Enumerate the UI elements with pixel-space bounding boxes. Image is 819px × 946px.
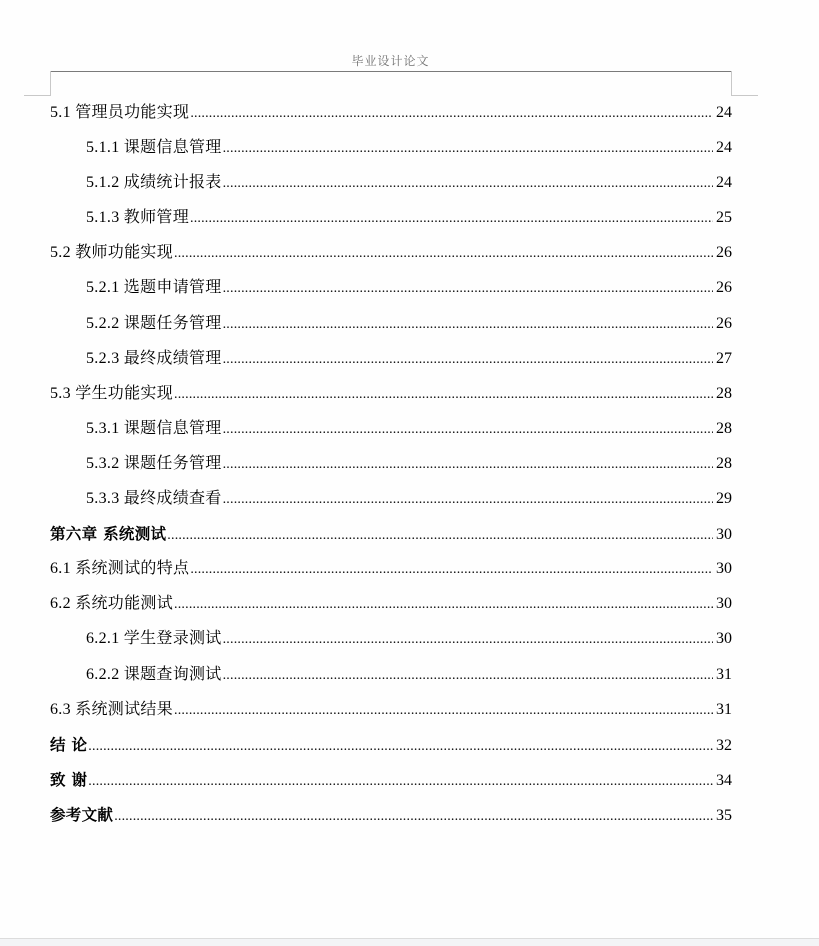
toc-entry[interactable]	[50, 488, 732, 523]
toc-entry[interactable]	[50, 593, 732, 628]
toc-entry-title: 结 论	[50, 735, 88, 754]
toc-entry-title: 5.1.2 成绩统计报表	[86, 174, 222, 192]
toc-entry-title: 5.2.2 课题任务管理	[86, 314, 222, 332]
toc-entry-title: 5.3.1 课题信息管理	[86, 419, 222, 437]
toc-entry[interactable]	[50, 137, 732, 172]
toc-entry-title: 致 谢	[50, 770, 88, 789]
toc-dot-leader	[223, 173, 713, 195]
toc-entry-title: 5.1 管理员功能实现	[50, 104, 190, 121]
toc-entry[interactable]	[50, 348, 732, 383]
toc-entry-title: 5.1.3 教师管理	[86, 209, 189, 227]
toc-entry[interactable]	[50, 277, 732, 312]
toc-page-number: 28	[716, 419, 732, 437]
toc-entry[interactable]	[50, 769, 732, 804]
toc-dot-leader	[167, 525, 713, 547]
toc-page-number: 24	[716, 139, 732, 157]
toc-entry[interactable]	[50, 207, 732, 242]
margin-corner-mark-left	[24, 95, 51, 96]
toc-dot-leader	[190, 103, 713, 125]
toc-entry[interactable]	[50, 313, 732, 348]
toc-page-number: 26	[716, 314, 732, 332]
toc-page-number: 30	[716, 560, 732, 578]
toc-entry-title: 6.3 系统测试结果	[50, 700, 174, 718]
toc-dot-leader	[174, 243, 713, 265]
toc-entry[interactable]	[50, 664, 732, 699]
toc-dot-leader	[223, 489, 713, 511]
toc-page-number: 28	[716, 454, 732, 472]
header-divider	[50, 71, 732, 72]
toc-entry[interactable]	[50, 804, 732, 839]
toc-entry[interactable]	[50, 418, 732, 453]
toc-page-number: 30	[716, 526, 732, 544]
toc-dot-leader	[190, 208, 713, 230]
toc-dot-leader	[88, 771, 713, 793]
toc-page-number: 26	[716, 244, 732, 262]
toc-entry[interactable]	[50, 734, 732, 769]
toc-entry-title: 5.2.3 最终成绩管理	[86, 349, 222, 367]
toc-page-number: 34	[716, 771, 732, 789]
page-header-title: 毕业设计论文	[351, 54, 430, 68]
toc-entry-title: 5.1.1 课题信息管理	[86, 139, 222, 157]
toc-page-number: 26	[716, 279, 732, 297]
toc-entry[interactable]	[50, 242, 732, 277]
toc-entry-title: 6.2.1 学生登录测试	[86, 630, 222, 648]
toc-entry-title: 5.3.2 课题任务管理	[86, 454, 222, 472]
toc-entry-title: 6.2.2 课题查询测试	[86, 665, 222, 683]
toc-dot-leader	[223, 665, 713, 687]
toc-page-number: 25	[716, 209, 732, 227]
toc-page-number: 27	[716, 349, 732, 367]
toc-entry-title: 6.1 系统测试的特点	[50, 560, 190, 578]
toc-entry[interactable]	[50, 453, 732, 488]
toc-dot-leader	[223, 454, 713, 476]
toc-page-number: 24	[716, 174, 732, 192]
toc-dot-leader	[114, 806, 713, 828]
toc-page-number: 35	[716, 806, 732, 824]
toc-entry[interactable]	[50, 172, 732, 207]
toc-entry[interactable]	[50, 699, 732, 734]
toc-entry-title: 6.2 系统功能测试	[50, 595, 174, 613]
toc-dot-leader	[88, 736, 713, 758]
toc-entry-title: 5.2.1 选题申请管理	[86, 279, 222, 297]
toc-entry-title: 5.2 教师功能实现	[50, 244, 174, 262]
toc-entry[interactable]	[50, 523, 732, 558]
toc-page-number: 30	[716, 630, 732, 648]
toc-entry[interactable]	[50, 102, 732, 137]
toc-dot-leader	[223, 138, 713, 160]
toc-entry-title: 第六章 系统测试	[50, 525, 167, 544]
toc-entry-title: 5.3.3 最终成绩查看	[86, 490, 222, 508]
toc-dot-leader	[174, 594, 713, 616]
toc-entry[interactable]	[50, 628, 732, 663]
toc-page-number: 30	[716, 595, 732, 613]
margin-corner-mark-right	[731, 71, 732, 95]
toc-dot-leader	[223, 278, 713, 300]
toc-dot-leader	[223, 629, 713, 651]
toc-dot-leader	[223, 349, 713, 371]
toc-page-number: 29	[716, 490, 732, 508]
toc-dot-leader	[174, 700, 713, 722]
toc-dot-leader	[174, 384, 713, 406]
toc-entry-title: 5.3 学生功能实现	[50, 384, 174, 402]
toc-page-number: 32	[716, 736, 732, 754]
toc-dot-leader	[190, 559, 713, 581]
toc-entry[interactable]	[50, 383, 732, 418]
margin-corner-mark-left	[50, 71, 51, 95]
toc-dot-leader	[223, 419, 713, 441]
toc-page-number: 24	[716, 104, 732, 121]
toc-entry-title: 参考文献	[50, 805, 114, 824]
toc-entry[interactable]	[50, 558, 732, 593]
toc-page-number: 28	[716, 384, 732, 402]
toc-dot-leader	[223, 314, 713, 336]
window-bottom-bar	[0, 938, 819, 946]
margin-corner-mark-right	[731, 95, 758, 96]
table-of-contents	[50, 102, 732, 839]
toc-page-number: 31	[716, 665, 732, 683]
toc-page-number: 31	[716, 700, 732, 718]
